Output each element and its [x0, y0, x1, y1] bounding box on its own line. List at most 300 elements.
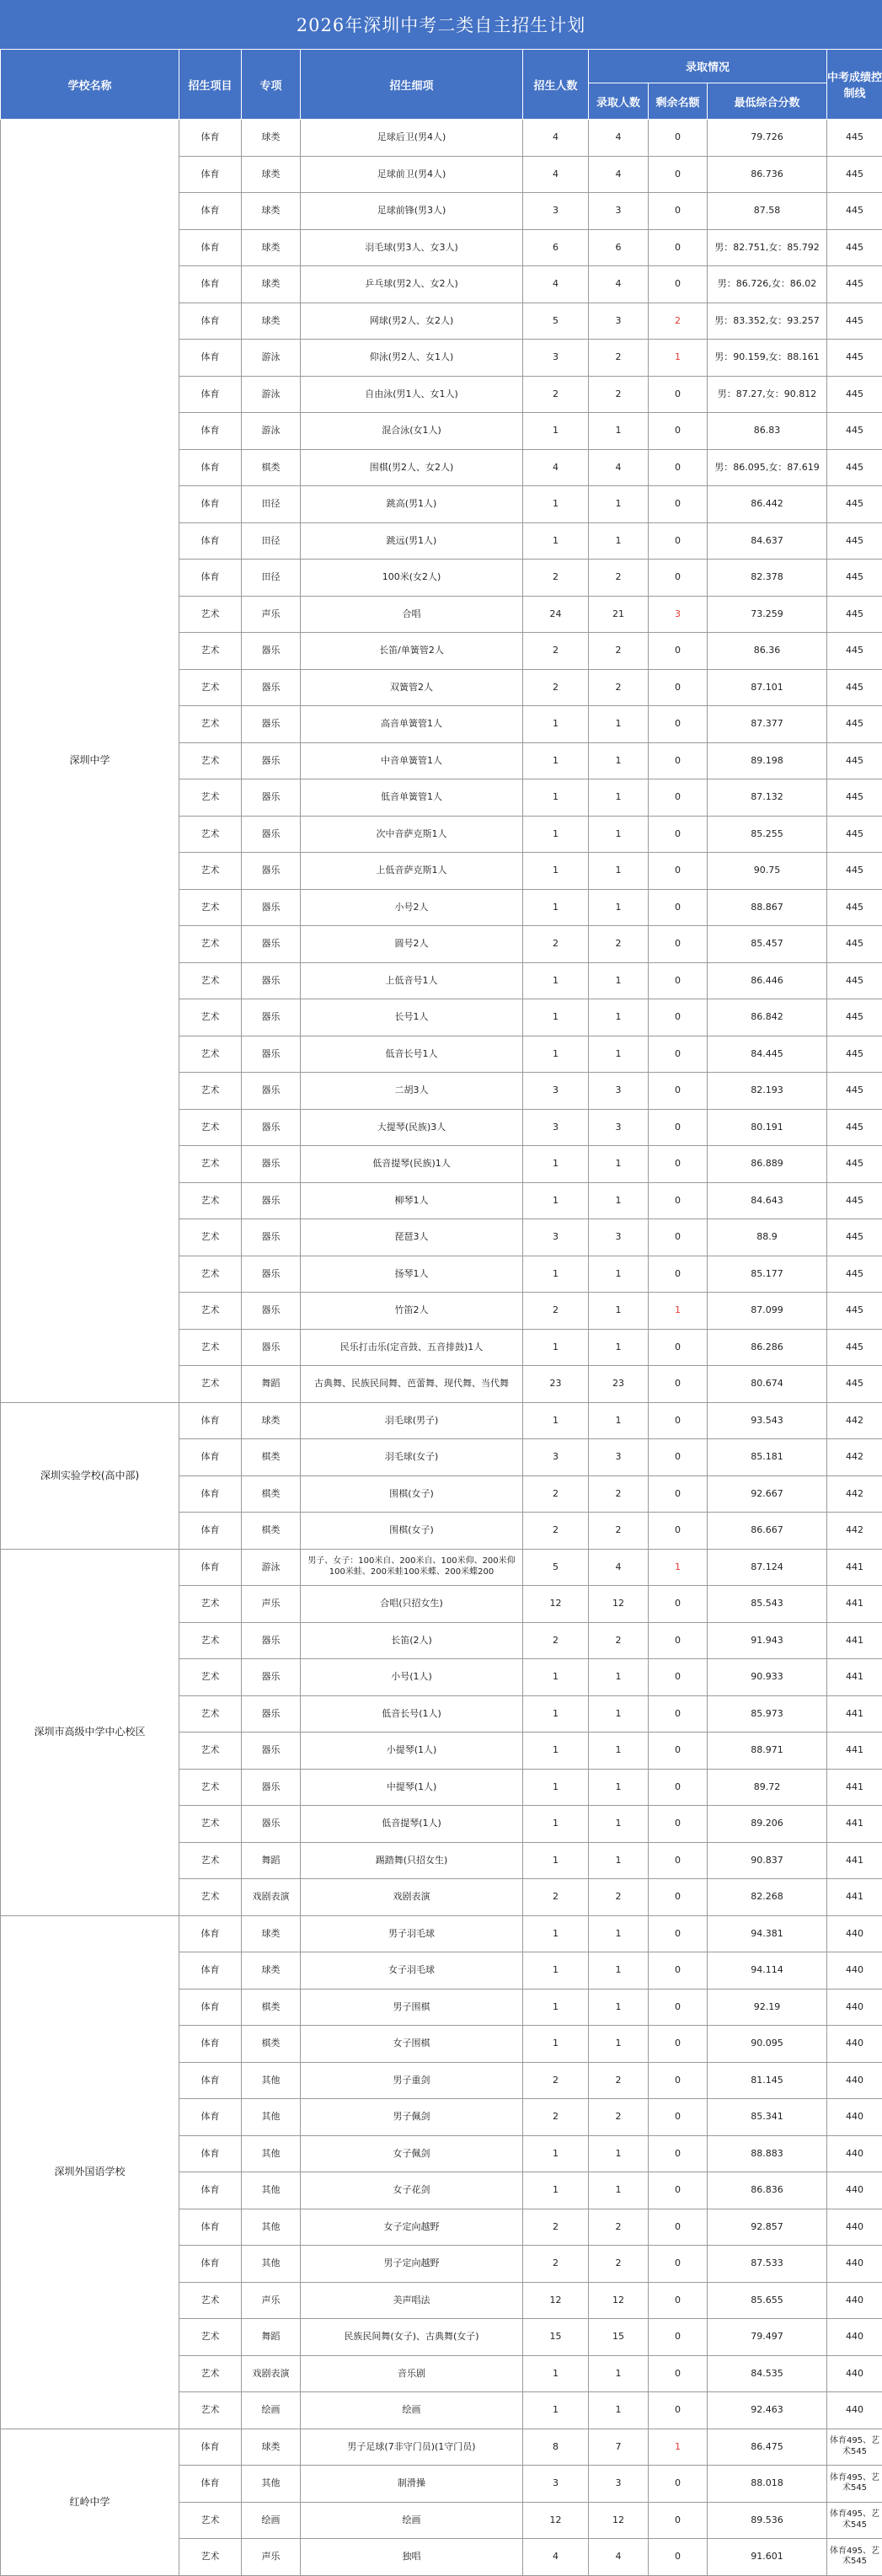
cell-specialty: 器乐	[242, 1182, 301, 1219]
cell-min-score: 男：86.726,女：86.02	[708, 266, 827, 303]
cell-admitted: 1	[589, 2026, 649, 2063]
cell-admitted: 3	[589, 1109, 649, 1146]
cell-admitted: 3	[589, 1073, 649, 1110]
cell-control-line: 440	[827, 2026, 882, 2063]
cell-admitted: 1	[589, 1989, 649, 2026]
cell-min-score: 89.206	[708, 1806, 827, 1843]
cell-project: 艺术	[179, 1293, 242, 1330]
cell-control-line: 445	[827, 303, 882, 340]
cell-project: 体育	[179, 2209, 242, 2246]
cell-min-score: 85.655	[708, 2282, 827, 2319]
cell-min-score: 92.463	[708, 2392, 827, 2429]
cell-remaining: 2	[649, 303, 708, 340]
cell-specialty: 器乐	[242, 1659, 301, 1696]
cell-min-score: 89.536	[708, 2502, 827, 2539]
cell-remaining: 0	[649, 2209, 708, 2246]
cell-quota: 5	[523, 1549, 589, 1586]
cell-detail: 围棋(女子)	[301, 1513, 523, 1550]
cell-min-score: 92.667	[708, 1475, 827, 1513]
cell-specialty: 舞蹈	[242, 1366, 301, 1403]
cell-control-line: 441	[827, 1586, 882, 1623]
cell-project: 艺术	[179, 1659, 242, 1696]
cell-project: 艺术	[179, 1806, 242, 1843]
cell-project: 艺术	[179, 962, 242, 999]
table-header	[1, 50, 882, 120]
cell-specialty: 声乐	[242, 1586, 301, 1623]
cell-quota: 4	[523, 2539, 589, 2576]
cell-control-line: 440	[827, 2135, 882, 2172]
cell-detail: 上低音萨克斯1人	[301, 853, 523, 890]
cell-remaining: 0	[649, 2026, 708, 2063]
cell-project: 艺术	[179, 779, 242, 817]
cell-remaining: 0	[649, 2392, 708, 2429]
cell-specialty: 棋类	[242, 1439, 301, 1476]
cell-quota: 8	[523, 2429, 589, 2466]
cell-control-line: 445	[827, 560, 882, 597]
cell-specialty: 绘画	[242, 2502, 301, 2539]
cell-min-score: 85.973	[708, 1695, 827, 1733]
cell-specialty: 器乐	[242, 706, 301, 743]
cell-control-line: 445	[827, 596, 882, 633]
cell-control-line: 440	[827, 2246, 882, 2283]
cell-detail: 绘画	[301, 2392, 523, 2429]
cell-remaining: 0	[649, 2062, 708, 2099]
cell-detail: 古典舞、民族民间舞、芭蕾舞、现代舞、当代舞	[301, 1366, 523, 1403]
cell-remaining: 0	[649, 1146, 708, 1183]
cell-admitted: 1	[589, 2392, 649, 2429]
cell-control-line: 445	[827, 816, 882, 853]
cell-remaining: 0	[649, 376, 708, 413]
cell-project: 艺术	[179, 2355, 242, 2392]
cell-admitted: 1	[589, 1806, 649, 1843]
cell-min-score: 男：90.159,女：88.161	[708, 340, 827, 377]
cell-remaining: 0	[649, 1659, 708, 1696]
cell-remaining: 0	[649, 2099, 708, 2136]
header-project: 招生项目	[179, 50, 242, 120]
cell-project: 体育	[179, 449, 242, 486]
cell-specialty: 器乐	[242, 853, 301, 890]
cell-quota: 2	[523, 2062, 589, 2099]
cell-specialty: 器乐	[242, 1733, 301, 1770]
cell-project: 体育	[179, 1915, 242, 1952]
cell-control-line: 445	[827, 889, 882, 926]
cell-control-line: 445	[827, 1109, 882, 1146]
cell-specialty: 其他	[242, 2099, 301, 2136]
cell-remaining: 0	[649, 1219, 708, 1256]
cell-admitted: 3	[589, 1219, 649, 1256]
cell-project: 体育	[179, 376, 242, 413]
cell-project: 艺术	[179, 1622, 242, 1659]
cell-detail: 竹笛2人	[301, 1293, 523, 1330]
cell-quota: 1	[523, 889, 589, 926]
cell-detail: 女子花剑	[301, 2172, 523, 2209]
cell-remaining: 0	[649, 1109, 708, 1146]
cell-project: 艺术	[179, 706, 242, 743]
cell-detail: 美声唱法	[301, 2282, 523, 2319]
table-body	[1, 120, 882, 2576]
cell-remaining: 0	[649, 266, 708, 303]
cell-specialty: 声乐	[242, 2282, 301, 2319]
cell-detail: 100米(女2人)	[301, 560, 523, 597]
cell-min-score: 90.933	[708, 1659, 827, 1696]
cell-min-score: 88.883	[708, 2135, 827, 2172]
cell-project: 艺术	[179, 1219, 242, 1256]
cell-quota: 2	[523, 376, 589, 413]
cell-remaining: 3	[649, 596, 708, 633]
cell-project: 体育	[179, 1402, 242, 1439]
cell-remaining: 0	[649, 1622, 708, 1659]
cell-specialty: 器乐	[242, 926, 301, 963]
cell-admitted: 1	[589, 1733, 649, 1770]
cell-specialty: 田径	[242, 486, 301, 523]
cell-project: 体育	[179, 1439, 242, 1476]
cell-detail: 足球前锋(男3人)	[301, 193, 523, 230]
cell-admitted: 23	[589, 1366, 649, 1403]
cell-admitted: 4	[589, 120, 649, 157]
cell-quota: 3	[523, 193, 589, 230]
cell-specialty: 棋类	[242, 2026, 301, 2063]
header-quota: 招生人数	[523, 50, 589, 120]
cell-specialty: 声乐	[242, 596, 301, 633]
cell-remaining: 0	[649, 2355, 708, 2392]
cell-specialty: 游泳	[242, 1549, 301, 1586]
cell-specialty: 器乐	[242, 633, 301, 670]
cell-remaining: 0	[649, 1879, 708, 1916]
cell-quota: 1	[523, 1695, 589, 1733]
cell-specialty: 棋类	[242, 1513, 301, 1550]
cell-quota: 1	[523, 413, 589, 450]
cell-admitted: 1	[589, 2355, 649, 2392]
cell-min-score: 82.378	[708, 560, 827, 597]
cell-admitted: 4	[589, 266, 649, 303]
cell-min-score: 男：83.352,女：93.257	[708, 303, 827, 340]
cell-min-score: 91.601	[708, 2539, 827, 2576]
cell-project: 艺术	[179, 633, 242, 670]
cell-min-score: 84.643	[708, 1182, 827, 1219]
cell-admitted: 2	[589, 2099, 649, 2136]
cell-quota: 3	[523, 1109, 589, 1146]
cell-control-line: 445	[827, 1036, 882, 1073]
cell-quota: 1	[523, 1402, 589, 1439]
header-detail: 招生细项	[301, 50, 523, 120]
cell-project: 艺术	[179, 1366, 242, 1403]
cell-detail: 圆号2人	[301, 926, 523, 963]
cell-specialty: 器乐	[242, 1769, 301, 1806]
cell-remaining: 0	[649, 486, 708, 523]
cell-min-score: 87.099	[708, 1293, 827, 1330]
cell-admitted: 1	[589, 1842, 649, 1879]
admission-plan-table	[0, 49, 882, 2576]
cell-control-line: 440	[827, 2209, 882, 2246]
header-school: 学校名称	[1, 50, 179, 120]
cell-admitted: 1	[589, 706, 649, 743]
cell-control-line: 体育495、艺术545	[827, 2502, 882, 2539]
cell-project: 体育	[179, 2246, 242, 2283]
cell-control-line: 445	[827, 633, 882, 670]
cell-quota: 1	[523, 999, 589, 1036]
cell-quota: 3	[523, 340, 589, 377]
cell-specialty: 器乐	[242, 962, 301, 999]
cell-remaining: 0	[649, 1586, 708, 1623]
cell-quota: 1	[523, 1733, 589, 1770]
cell-admitted: 3	[589, 1439, 649, 1476]
cell-remaining: 0	[649, 1989, 708, 2026]
cell-remaining: 1	[649, 340, 708, 377]
cell-specialty: 器乐	[242, 1073, 301, 1110]
cell-admitted: 4	[589, 156, 649, 193]
cell-remaining: 0	[649, 999, 708, 1036]
cell-admitted: 2	[589, 1879, 649, 1916]
cell-admitted: 2	[589, 2062, 649, 2099]
cell-project: 体育	[179, 486, 242, 523]
cell-specialty: 器乐	[242, 1219, 301, 1256]
cell-project: 体育	[179, 340, 242, 377]
cell-project: 体育	[179, 560, 242, 597]
cell-control-line: 445	[827, 1329, 882, 1366]
cell-control-line: 440	[827, 1989, 882, 2026]
cell-project: 体育	[179, 1549, 242, 1586]
cell-min-score: 男：87.27,女：90.812	[708, 376, 827, 413]
cell-admitted: 3	[589, 303, 649, 340]
cell-min-score: 86.442	[708, 486, 827, 523]
cell-project: 艺术	[179, 1879, 242, 1916]
cell-specialty: 球类	[242, 193, 301, 230]
cell-min-score: 87.101	[708, 669, 827, 706]
cell-min-score: 89.198	[708, 742, 827, 779]
cell-admitted: 7	[589, 2429, 649, 2466]
cell-control-line: 440	[827, 2319, 882, 2356]
cell-control-line: 441	[827, 1695, 882, 1733]
cell-min-score: 84.535	[708, 2355, 827, 2392]
cell-detail: 踢踏舞(只招女生)	[301, 1842, 523, 1879]
cell-specialty: 其他	[242, 2135, 301, 2172]
cell-control-line: 445	[827, 340, 882, 377]
cell-quota: 2	[523, 1293, 589, 1330]
cell-quota: 1	[523, 2026, 589, 2063]
cell-detail: 双簧管2人	[301, 669, 523, 706]
cell-project: 艺术	[179, 1733, 242, 1770]
cell-control-line: 441	[827, 1842, 882, 1879]
cell-remaining: 0	[649, 779, 708, 817]
cell-project: 艺术	[179, 1769, 242, 1806]
cell-detail: 低音长号1人	[301, 1036, 523, 1073]
cell-specialty: 球类	[242, 1402, 301, 1439]
cell-quota: 23	[523, 1366, 589, 1403]
cell-specialty: 球类	[242, 266, 301, 303]
cell-quota: 2	[523, 1622, 589, 1659]
cell-detail: 次中音萨克斯1人	[301, 816, 523, 853]
cell-admitted: 1	[589, 1769, 649, 1806]
cell-specialty: 球类	[242, 303, 301, 340]
header-admission: 录取情况	[589, 50, 827, 83]
cell-control-line: 442	[827, 1439, 882, 1476]
cell-quota: 1	[523, 2172, 589, 2209]
cell-detail: 独唱	[301, 2539, 523, 2576]
cell-detail: 民乐打击乐(定音鼓、五音排鼓)1人	[301, 1329, 523, 1366]
cell-admitted: 1	[589, 2135, 649, 2172]
cell-admitted: 1	[589, 2172, 649, 2209]
cell-quota: 1	[523, 1329, 589, 1366]
cell-min-score: 90.837	[708, 1842, 827, 1879]
cell-specialty: 球类	[242, 2429, 301, 2466]
cell-control-line: 445	[827, 449, 882, 486]
cell-min-score: 86.736	[708, 156, 827, 193]
cell-project: 艺术	[179, 1146, 242, 1183]
cell-min-score: 88.867	[708, 889, 827, 926]
cell-quota: 1	[523, 1915, 589, 1952]
cell-school-name: 深圳实验学校(高中部)	[1, 1402, 179, 1549]
cell-control-line: 440	[827, 2355, 882, 2392]
cell-quota: 2	[523, 560, 589, 597]
cell-detail: 小号2人	[301, 889, 523, 926]
cell-detail: 合唱(只招女生)	[301, 1586, 523, 1623]
cell-remaining: 0	[649, 633, 708, 670]
cell-detail: 低音提琴(1人)	[301, 1806, 523, 1843]
cell-quota: 4	[523, 120, 589, 157]
cell-school-name: 红岭中学	[1, 2429, 179, 2575]
cell-project: 体育	[179, 303, 242, 340]
cell-min-score: 94.114	[708, 1952, 827, 1990]
cell-specialty: 田径	[242, 522, 301, 560]
cell-min-score: 88.9	[708, 1219, 827, 1256]
cell-detail: 扬琴1人	[301, 1256, 523, 1293]
cell-specialty: 器乐	[242, 1329, 301, 1366]
cell-specialty: 球类	[242, 1952, 301, 1990]
cell-quota: 1	[523, 1952, 589, 1990]
cell-control-line: 445	[827, 522, 882, 560]
cell-specialty: 器乐	[242, 742, 301, 779]
cell-specialty: 器乐	[242, 1146, 301, 1183]
cell-min-score: 80.191	[708, 1109, 827, 1146]
cell-admitted: 3	[589, 193, 649, 230]
cell-admitted: 4	[589, 449, 649, 486]
cell-quota: 1	[523, 962, 589, 999]
cell-detail: 长笛/单簧管2人	[301, 633, 523, 670]
cell-project: 体育	[179, 2466, 242, 2503]
cell-project: 体育	[179, 1989, 242, 2026]
cell-min-score: 86.83	[708, 413, 827, 450]
cell-remaining: 0	[649, 560, 708, 597]
cell-detail: 低音单簧管1人	[301, 779, 523, 817]
cell-control-line: 445	[827, 1073, 882, 1110]
cell-detail: 仰泳(男2人、女1人)	[301, 340, 523, 377]
cell-admitted: 2	[589, 669, 649, 706]
cell-min-score: 73.259	[708, 596, 827, 633]
cell-admitted: 1	[589, 889, 649, 926]
cell-project: 体育	[179, 413, 242, 450]
cell-specialty: 其他	[242, 2209, 301, 2246]
cell-control-line: 440	[827, 2392, 882, 2429]
cell-quota: 5	[523, 303, 589, 340]
cell-control-line: 445	[827, 926, 882, 963]
cell-remaining: 0	[649, 1842, 708, 1879]
cell-specialty: 球类	[242, 1915, 301, 1952]
cell-quota: 1	[523, 2135, 589, 2172]
cell-project: 体育	[179, 2026, 242, 2063]
cell-specialty: 戏剧表演	[242, 2355, 301, 2392]
cell-control-line: 441	[827, 1879, 882, 1916]
cell-control-line: 440	[827, 2099, 882, 2136]
cell-specialty: 器乐	[242, 1695, 301, 1733]
cell-remaining: 0	[649, 1513, 708, 1550]
cell-remaining: 0	[649, 1073, 708, 1110]
cell-quota: 1	[523, 853, 589, 890]
cell-min-score: 85.181	[708, 1439, 827, 1476]
cell-specialty: 舞蹈	[242, 2319, 301, 2356]
cell-remaining: 0	[649, 449, 708, 486]
cell-remaining: 0	[649, 742, 708, 779]
cell-project: 体育	[179, 156, 242, 193]
cell-control-line: 445	[827, 1219, 882, 1256]
cell-min-score: 92.857	[708, 2209, 827, 2246]
cell-project: 艺术	[179, 1586, 242, 1623]
cell-min-score: 94.381	[708, 1915, 827, 1952]
cell-admitted: 12	[589, 2282, 649, 2319]
cell-quota: 4	[523, 449, 589, 486]
cell-specialty: 器乐	[242, 669, 301, 706]
cell-detail: 羽毛球(男3人、女3人)	[301, 229, 523, 266]
page-title: 2026年深圳中考二类自主招生计划	[0, 0, 882, 49]
cell-control-line: 441	[827, 1659, 882, 1696]
cell-admitted: 2	[589, 2246, 649, 2283]
cell-min-score: 80.674	[708, 1366, 827, 1403]
cell-quota: 12	[523, 2282, 589, 2319]
cell-detail: 男子佩剑	[301, 2099, 523, 2136]
cell-remaining: 0	[649, 669, 708, 706]
cell-detail: 音乐剧	[301, 2355, 523, 2392]
cell-quota: 2	[523, 669, 589, 706]
cell-quota: 1	[523, 816, 589, 853]
cell-specialty: 器乐	[242, 779, 301, 817]
cell-quota: 1	[523, 1146, 589, 1183]
cell-quota: 2	[523, 2246, 589, 2283]
cell-specialty: 绘画	[242, 2392, 301, 2429]
cell-admitted: 1	[589, 853, 649, 890]
cell-control-line: 445	[827, 1256, 882, 1293]
cell-remaining: 0	[649, 229, 708, 266]
cell-quota: 6	[523, 229, 589, 266]
cell-detail: 上低音号1人	[301, 962, 523, 999]
cell-control-line: 440	[827, 2172, 882, 2209]
cell-control-line: 445	[827, 779, 882, 817]
cell-control-line: 445	[827, 742, 882, 779]
cell-min-score: 86.446	[708, 962, 827, 999]
cell-project: 体育	[179, 2062, 242, 2099]
cell-quota: 2	[523, 1475, 589, 1513]
cell-admitted: 1	[589, 816, 649, 853]
cell-detail: 男子、女子：100米自、200米自、100米仰、200米仰100米蛙、200米蛙100米蝶、200米蝶200	[301, 1549, 523, 1586]
cell-detail: 长号1人	[301, 999, 523, 1036]
cell-control-line: 445	[827, 193, 882, 230]
cell-min-score: 87.533	[708, 2246, 827, 2283]
cell-quota: 1	[523, 1989, 589, 2026]
cell-detail: 跳高(男1人)	[301, 486, 523, 523]
cell-quota: 12	[523, 1586, 589, 1623]
cell-min-score: 85.255	[708, 816, 827, 853]
cell-admitted: 3	[589, 2466, 649, 2503]
cell-admitted: 4	[589, 1549, 649, 1586]
cell-detail: 围棋(男2人、女2人)	[301, 449, 523, 486]
cell-min-score: 85.457	[708, 926, 827, 963]
cell-remaining: 0	[649, 1695, 708, 1733]
cell-detail: 足球后卫(男4人)	[301, 120, 523, 157]
cell-control-line: 445	[827, 229, 882, 266]
cell-control-line: 441	[827, 1733, 882, 1770]
cell-detail: 男子羽毛球	[301, 1915, 523, 1952]
cell-control-line: 442	[827, 1402, 882, 1439]
cell-remaining: 0	[649, 816, 708, 853]
table-row	[1, 2429, 882, 2466]
